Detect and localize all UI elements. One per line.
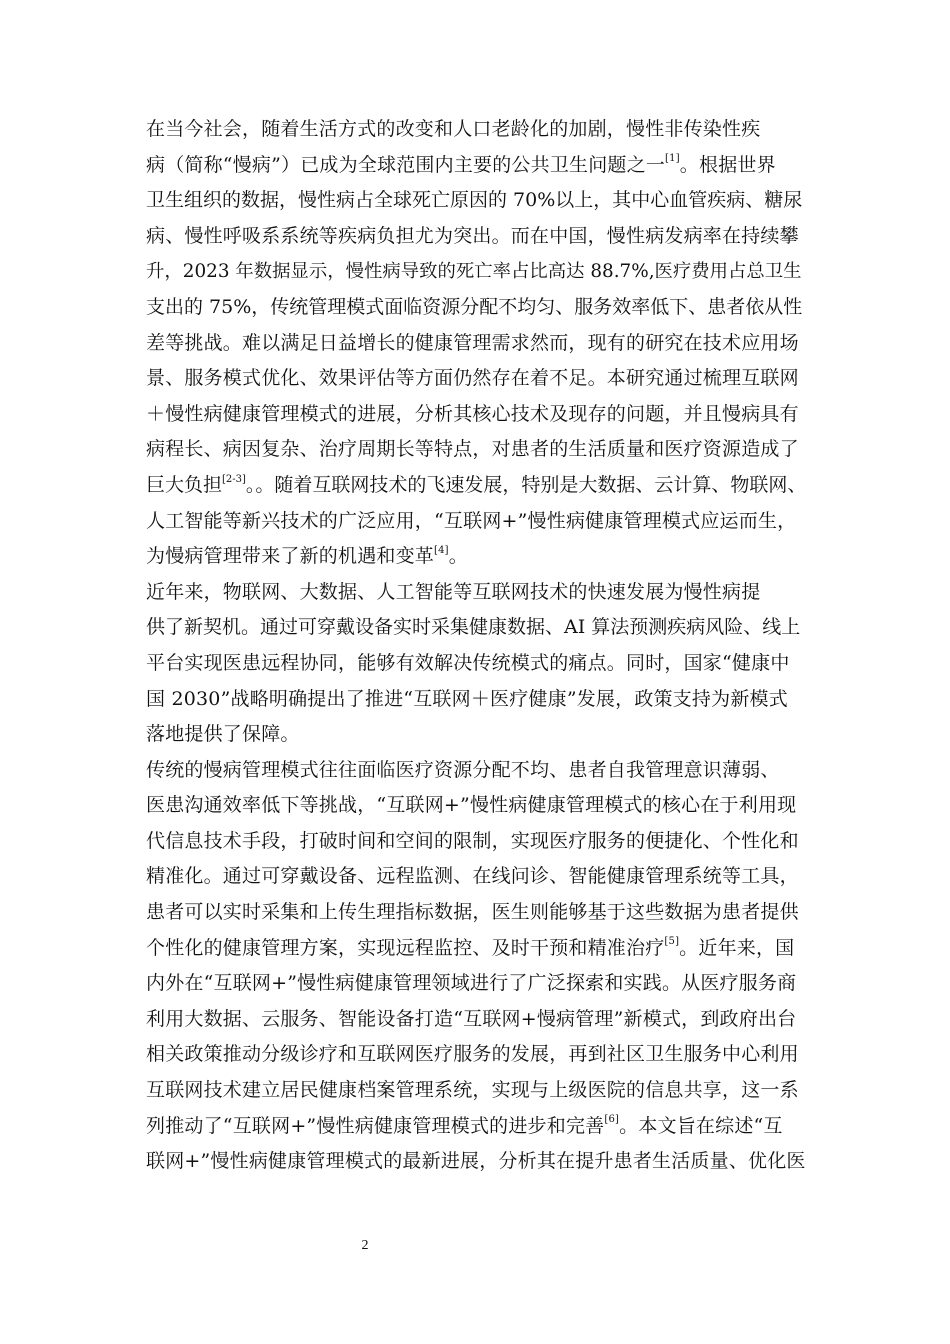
- text-segment: 。近年来，国: [679, 936, 795, 959]
- text-line: [146, 1109, 806, 1145]
- text-segment: 。: [448, 545, 468, 568]
- text-line: [146, 824, 806, 860]
- text-line: [146, 183, 806, 219]
- text-segment: 互联网技术建立居民健康档案管理系统，实现与上级医院的信息共享，这一系: [146, 1079, 799, 1102]
- text-line: [146, 1144, 806, 1180]
- text-segment: 病、慢性呼吸系系统等疾病负担尤为突出。而在中国，慢性病发病率在持续攀: [146, 224, 799, 247]
- citation-ref: [1]: [665, 153, 680, 165]
- paragraph: [146, 753, 806, 1180]
- text-segment: 病（简称“慢病”）已成为全球范围内主要的公共卫生问题之一: [146, 153, 666, 176]
- text-segment: 。本文旨在综述“互: [619, 1114, 783, 1137]
- text-segment: 为慢病管理带来了新的机遇和变革: [146, 545, 435, 568]
- text-line: [146, 397, 806, 433]
- text-segment: ＋慢性病健康管理模式的进展，分析其核心技术及现存的问题，并且慢病具有: [146, 402, 799, 425]
- text-segment: 病程长、病因复杂、治疗周期长等特点，对患者的生活质量和医疗资源造成了: [146, 438, 799, 461]
- text-line: [146, 788, 806, 824]
- text-line: [146, 575, 806, 611]
- text-line: [146, 326, 806, 362]
- text-line: [146, 432, 806, 468]
- paragraph: [146, 575, 806, 753]
- text-line: [146, 219, 806, 255]
- page-number: 2: [361, 1238, 369, 1253]
- text-segment: 落地提供了保障。: [146, 723, 300, 746]
- text-segment: 近年来，物联网、大数据、人工智能等互联网技术的快速发展为慢性病提: [146, 580, 761, 603]
- text-line: [146, 112, 806, 148]
- text-line: [146, 1037, 806, 1073]
- text-segment: 相关政策推动分级诊疗和互联网医疗服务的发展，再到社区卫生服务中心利用: [146, 1043, 799, 1066]
- text-segment: 内外在“互联网+”慢性病健康管理领域进行了广泛探索和实践。从医疗服务商: [146, 972, 797, 995]
- text-segment: 传统的慢病管理模式往往面临医疗资源分配不均、患者自我管理意识薄弱、: [146, 758, 780, 781]
- text-line: [146, 610, 806, 646]
- text-segment: 。。随着互联网技术的飞速发展，特别是大数据、云计算、物联网、: [245, 473, 807, 496]
- text-line: [146, 504, 806, 540]
- text-segment: 联网+”慢性病健康管理模式的最新进展，分析其在提升患者生活质量、优化医: [146, 1150, 806, 1173]
- text-segment: 列推动了“互联网+”慢性病健康管理模式的进步和完善: [146, 1114, 605, 1137]
- text-line: [146, 539, 806, 575]
- text-line: [146, 1002, 806, 1038]
- text-segment: 升，2023 年数据显示，慢性病导致的死亡率占比高达 88.7%,医疗费用占总卫生: [146, 261, 802, 283]
- text-line: [146, 148, 806, 184]
- text-segment: 景、服务模式优化、效果评估等方面仍然存在着不足。本研究通过梳理互联网: [146, 367, 799, 390]
- text-line: [146, 290, 806, 326]
- text-segment: 精准化。通过可穿戴设备、远程监测、在线问诊、智能健康管理系统等工具，: [146, 865, 799, 888]
- text-line: [146, 361, 806, 397]
- text-segment: 巨大负担: [146, 473, 223, 496]
- text-segment: 卫生组织的数据，慢性病占全球死亡原因的 70%以上，其中心血管疾病、糖尿: [146, 189, 803, 212]
- text-line: [146, 753, 806, 789]
- text-segment: 差等挑战。难以满足日益增长的健康管理需求然而，现有的研究在技术应用场: [146, 331, 799, 354]
- text-segment: 支出的 75%，传统管理模式面临资源分配不均匀、服务效率低下、患者依从性: [146, 295, 803, 318]
- text-segment: 供了新契机。通过可穿戴设备实时采集健康数据、AI 算法预测疾病风险、线上: [146, 616, 801, 639]
- paragraph: [146, 112, 806, 575]
- text-segment: 平台实现医患远程协同，能够有效解决传统模式的痛点。同时，国家“健康中: [146, 651, 790, 674]
- text-line: [146, 931, 806, 967]
- text-segment: 个性化的健康管理方案，实现远程监控、及时干预和精准治疗: [146, 936, 665, 959]
- text-line: [146, 895, 806, 931]
- text-line: [146, 468, 806, 504]
- text-segment: 。根据世界: [679, 153, 776, 176]
- text-segment: 国 2030”战略明确提出了推进“互联网＋医疗健康”发展，政策支持为新模式: [146, 687, 788, 710]
- text-segment: 人工智能等新兴技术的广泛应用，“互联网+”慢性病健康管理模式应运而生，: [146, 509, 797, 532]
- body-text: [146, 112, 806, 1180]
- text-line: [146, 966, 806, 1002]
- text-segment: 患者可以实时采集和上传生理指标数据，医生则能够基于这些数据为患者提供: [146, 901, 799, 924]
- text-line: [146, 682, 806, 718]
- text-segment: 医患沟通效率低下等挑战，“互联网+”慢性病健康管理模式的核心在于利用现: [146, 794, 797, 817]
- text-line: [146, 859, 806, 895]
- citation-ref: [4]: [434, 544, 449, 556]
- text-line: [146, 646, 806, 682]
- citation-ref: [6]: [604, 1114, 620, 1126]
- citation-ref: [2-3]: [222, 473, 246, 485]
- text-segment: 利用大数据、云服务、智能设备打造“互联网+慢病管理”新模式，到政府出台: [146, 1007, 797, 1030]
- text-segment: 在当今社会，随着生活方式的改变和人口老龄化的加剧，慢性非传染性疾: [146, 118, 761, 140]
- text-line: [146, 717, 806, 753]
- text-line: [146, 254, 806, 290]
- text-segment: 代信息技术手段，打破时间和空间的限制，实现医疗服务的便捷化、个性化和: [146, 829, 799, 852]
- text-line: [146, 1073, 806, 1109]
- citation-ref: [5]: [664, 936, 680, 948]
